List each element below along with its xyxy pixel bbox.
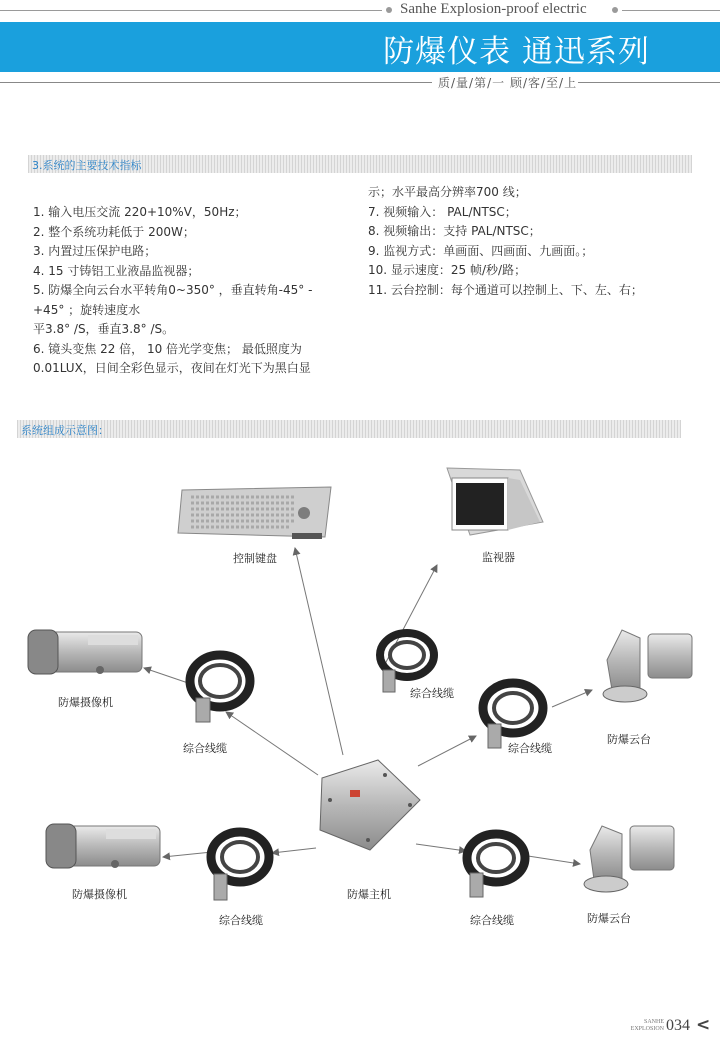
link-host-cable5 — [416, 844, 466, 851]
spec-line: 示；水平最高分辨率700 线； — [368, 185, 527, 199]
spec-line: 10. 显示速度：25 帧/秒/路； — [368, 263, 527, 277]
camera-label-top: 防爆摄像机 — [58, 696, 113, 709]
footer-brand-line1: SANHE — [643, 1019, 664, 1025]
monitor-image — [447, 468, 543, 535]
page-number-block — [624, 1017, 714, 1037]
spec-line: 2. 整个系统功耗低于 200W； — [33, 224, 195, 239]
spec-line: 0.01LUX，日间全彩色显示，夜间在灯光下为黑白显 — [33, 361, 311, 375]
page-number: 034 — [666, 1017, 690, 1034]
cable-coil-3-image — [483, 683, 543, 748]
spec-line: 6. 镜头变焦 22 倍， 10 倍光学变焦； 最低照度为 — [33, 341, 302, 356]
monitor-label: 监视器 — [482, 551, 515, 564]
link-cable4-camera — [163, 852, 212, 857]
cable-label-3: 综合线缆 — [508, 742, 552, 755]
diagram-heading: 系统组成示意图： — [21, 424, 109, 437]
camera-bottom-left-image — [46, 824, 160, 868]
camera-label-bottom: 防爆摄像机 — [72, 888, 127, 901]
spec-line: 11. 云台控制：每个通道可以控制上、下、左、右； — [368, 282, 643, 297]
cable-label-1: 综合线缆 — [183, 742, 227, 755]
keyboard-image — [178, 487, 331, 539]
ptz-label-bottom: 防爆云台 — [587, 912, 631, 925]
cable-coil-4-image — [211, 832, 269, 900]
spec-line: 5. 防爆全向云台水平转角0~350° ，垂直转角-45° - — [33, 283, 313, 297]
page-title: 防爆仪表 通迅系列 — [383, 34, 650, 70]
link-host-cable4 — [272, 848, 316, 853]
cable-coil-5-image — [467, 834, 525, 897]
spec-line: +45° ；旋转速度水 — [33, 302, 141, 317]
host-box-image — [320, 760, 420, 850]
cable-coil-1-image — [190, 655, 250, 722]
link-host-keyboard — [295, 548, 343, 755]
slogan: 质/量/第/一 顾/客/至/上 — [438, 76, 578, 90]
keyboard-label: 控制键盘 — [233, 552, 277, 565]
link-host-cable3 — [418, 736, 476, 766]
footer-brand-line2: EXPLOSION — [630, 1026, 664, 1032]
link-host-cable1 — [226, 712, 318, 775]
section-heading: 3.系统的主要技术指标 — [32, 159, 142, 172]
link-cable3-ptz — [552, 690, 592, 707]
spec-line: 9. 监视方式：单画面、四画面、九画面。； — [368, 243, 594, 258]
spec-line: 平3.8° /S，垂直3.8° /S。 — [33, 322, 175, 336]
spec-line: 3. 内置过压保护电路； — [33, 244, 157, 258]
brand-name: Sanhe Explosion-proof electric — [400, 1, 587, 17]
cable-coil-2-image — [380, 633, 434, 692]
ptz-bottom-image — [584, 826, 674, 892]
ptz-top-image — [603, 630, 692, 702]
spec-line: 8. 视频输出：支持 PAL/NTSC； — [368, 224, 541, 238]
footer-brand — [624, 1019, 664, 1033]
spec-line: 7. 视频输入： PAL/NTSC； — [368, 204, 517, 219]
link-cable5-ptz — [528, 856, 580, 864]
camera-top-left-image — [28, 630, 142, 674]
spec-line: 1. 输入电压交流 220+10%V，50Hz； — [33, 205, 247, 219]
cable-label-2: 综合线缆 — [410, 687, 454, 700]
host-label: 防爆主机 — [347, 888, 391, 901]
spec-line: 4. 15 寸铸铝工业液晶监视器； — [33, 263, 200, 278]
ptz-label-top: 防爆云台 — [607, 733, 651, 746]
cable-label-5: 综合线缆 — [470, 914, 514, 927]
cable-label-4: 综合线缆 — [219, 914, 263, 927]
chevron-left-icon: < — [696, 1015, 711, 1035]
